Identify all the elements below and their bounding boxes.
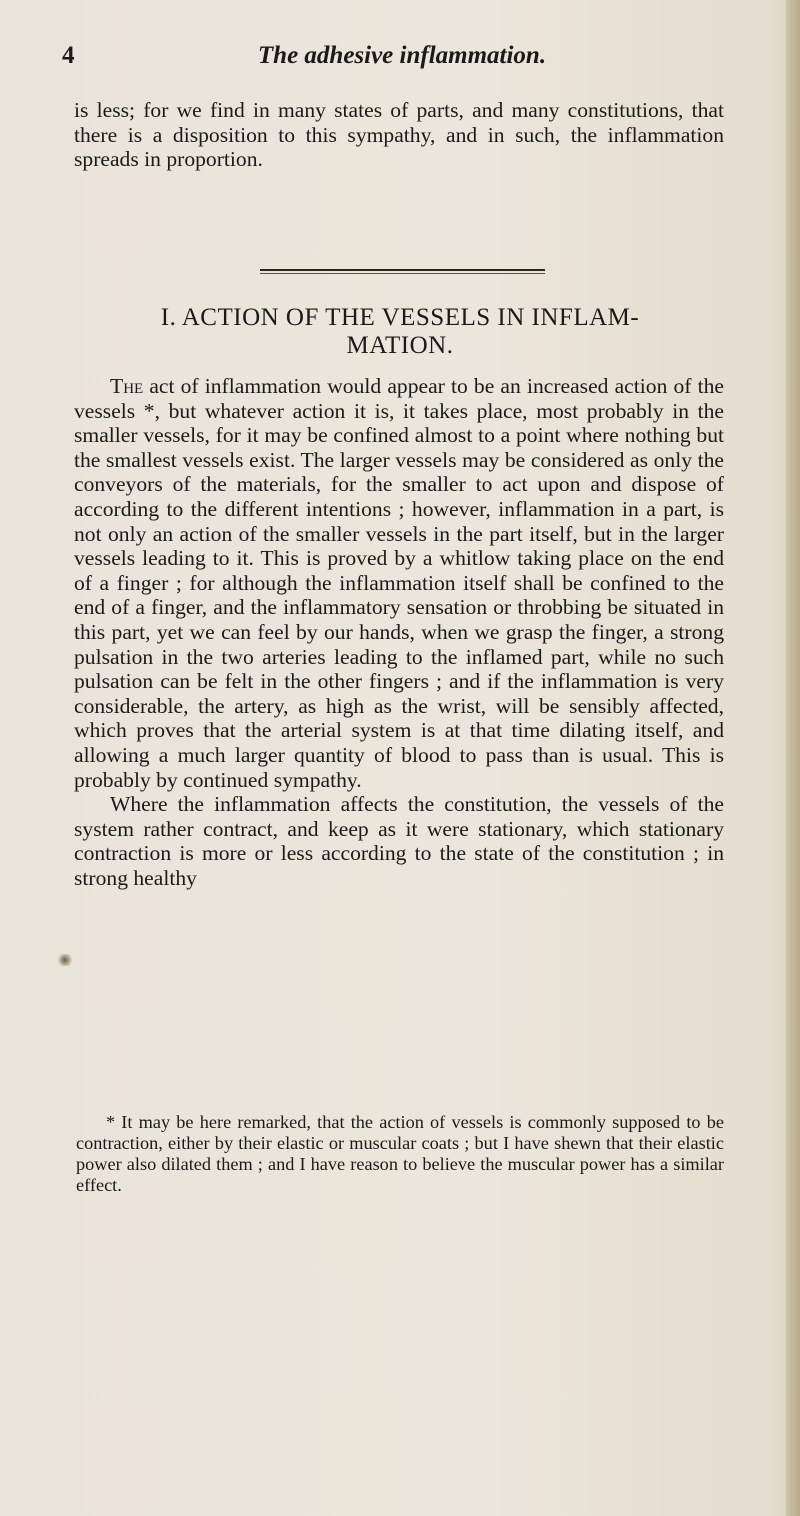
page-number: 4 xyxy=(62,42,75,69)
opening-paragraph-text: is less; for we find in many states of parts, and many constitutions, that there is a disposition to this sympathy, and in such, the inflammation spreads in proportion. xyxy=(74,98,724,172)
section-heading xyxy=(70,304,730,360)
paper-stain xyxy=(56,954,74,966)
body-paragraph-2: Where the inflammation affects the constitution, the vessels of the system rather contract, and keep as it were stationary, which stationary contraction is more or less according to the state of the constitution ; in strong healthy xyxy=(74,792,724,890)
opening-paragraph xyxy=(74,98,724,172)
page-header xyxy=(62,42,742,82)
section-divider-rule xyxy=(260,269,545,271)
footnote-text: * It may be here remarked, that the action of vessels is commonly supposed to be contraction, either by their elastic or muscular coats ; but I have shewn that their elastic power also dilated them ; and I have reason to believe the muscular power has a similar effect. xyxy=(76,1112,724,1195)
body-paragraph-1-text: act of inflammation would appear to be an increased action of the vessels *, but whatever action it is, it takes place, most probably in the smaller vessels, for it may be confined almost to a point where nothing but the smallest vessels exist. The larger vessels may be considered as only the conveyors of the materials, for the smaller to act upon and dispose of according to the different intentions ; however, inflammation in a part, is not only an action of the smaller vessels in the part itself, but in the larger vessels leading to it. This is proved by a whitlow taking place on the end of a finger ; for although the inflammation itself shall be confined to the end of a finger, and the inflammatory sensation or throbbing be situated in this part, yet we can feel by our hands, when we grasp the finger, a strong pulsation in the two arteries leading to the inflamed part, while no such pulsation can be felt in the other fingers ; and if the inflammation is very considerable, the artery, as high as the wrist, will be sensibly affected, which proves that the arterial system is at that time dilating itself, and allowing a much larger quantity of blood to pass than is usual. This is probably by continued sympathy. xyxy=(74,374,724,792)
section-heading-line2: MATION. xyxy=(346,332,454,359)
running-title: The adhesive inflammation. xyxy=(257,42,547,69)
body-text xyxy=(74,374,724,890)
footnote xyxy=(76,1112,724,1196)
section-heading-line1: I. ACTION OF THE VESSELS IN INFLAM- xyxy=(160,304,640,331)
body-paragraph-1 xyxy=(74,374,724,792)
paragraph-lead-word: The xyxy=(110,374,144,398)
page-edge-shadow xyxy=(786,0,800,1516)
